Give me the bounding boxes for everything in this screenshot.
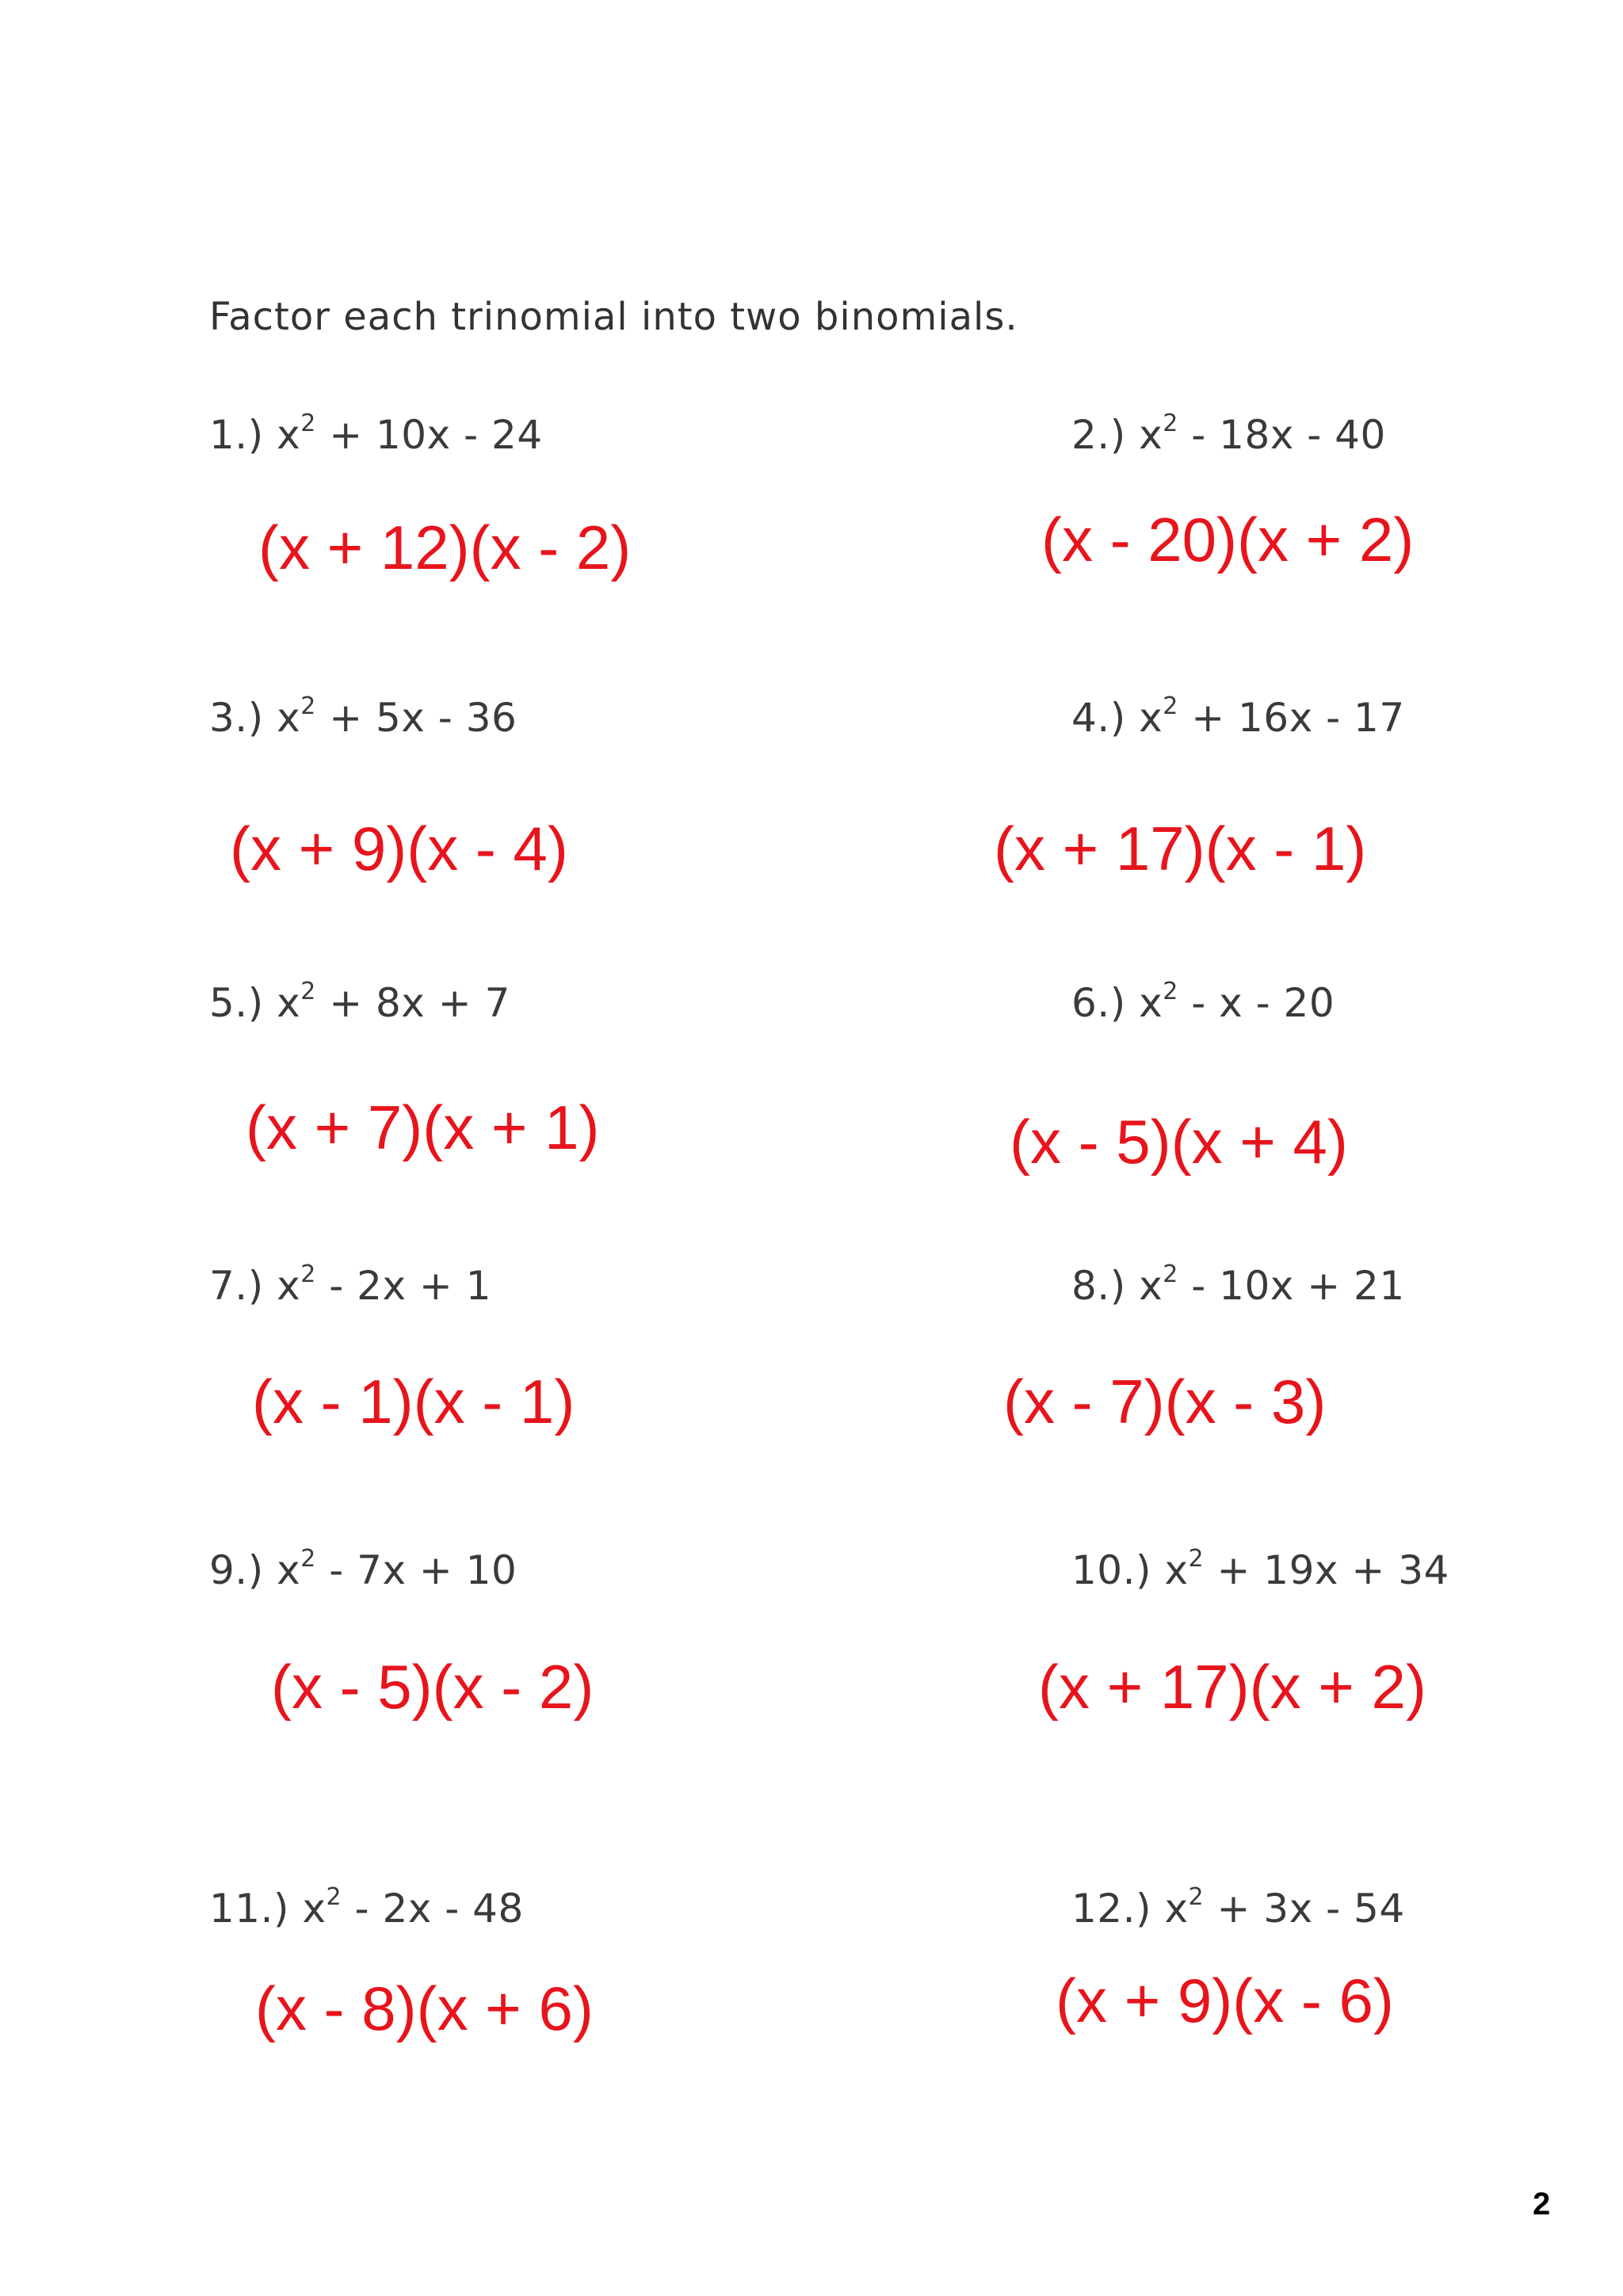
problem-terms: - x - 20 (1178, 980, 1335, 1026)
problem-terms: - 18x - 40 (1178, 412, 1386, 458)
problem-terms: + 19x + 34 (1204, 1547, 1449, 1593)
problem-1 (209, 412, 543, 458)
answer-8: (x - 7)(x - 3) (1003, 1367, 1327, 1436)
problem-12 (1071, 1883, 1405, 1932)
problem-exponent: 2 (1188, 1545, 1205, 1573)
instructions: Factor each trinomial into two binomials. (209, 295, 1018, 339)
problem-terms: + 5x - 36 (315, 695, 517, 741)
problem-number: 9.) (209, 1547, 264, 1593)
problem-10 (1071, 1547, 1449, 1593)
problem-base: x (1139, 412, 1163, 458)
answer-1: (x + 12)(x - 2) (258, 513, 632, 582)
problem-9 (209, 1547, 517, 1593)
problem-8 (1071, 1263, 1405, 1309)
problem-terms: - 2x - 48 (342, 1886, 524, 1932)
answer-10: (x + 17)(x + 2) (1038, 1652, 1426, 1722)
problem-terms: + 16x - 17 (1178, 695, 1405, 741)
problem-base: x (277, 1547, 301, 1593)
problem-exponent: 2 (1188, 1883, 1205, 1911)
problem-exponent: 2 (300, 978, 316, 1005)
problem-number: 11.) (209, 1886, 290, 1932)
problem-base: x (1164, 1886, 1189, 1932)
problem-exponent: 2 (300, 410, 316, 437)
problem-4 (1071, 692, 1405, 741)
problem-terms: - 7x + 10 (315, 1547, 517, 1593)
page-number: 2 (1533, 2187, 1551, 2222)
answer-6: (x - 5)(x + 4) (1010, 1107, 1348, 1177)
answer-4: (x + 17)(x - 1) (994, 814, 1367, 883)
problem-number: 1.) (209, 412, 264, 458)
problem-exponent: 2 (1163, 978, 1178, 1005)
problem-2 (1071, 412, 1386, 458)
problem-number: 5.) (209, 980, 264, 1026)
problem-exponent: 2 (1163, 1261, 1178, 1288)
problem-base: x (1139, 695, 1163, 741)
problem-exponent: 2 (1163, 692, 1178, 720)
problem-number: 10.) (1071, 1547, 1152, 1593)
answer-2: (x - 20)(x + 2) (1041, 505, 1415, 574)
problem-base: x (1139, 1263, 1163, 1309)
problem-number: 4.) (1071, 695, 1126, 741)
problem-number: 12.) (1071, 1886, 1152, 1932)
problem-exponent: 2 (300, 1545, 316, 1573)
answer-12: (x + 9)(x - 6) (1056, 1966, 1394, 2035)
problem-5 (209, 980, 510, 1026)
problem-base: x (277, 695, 301, 741)
problem-number: 6.) (1071, 980, 1126, 1026)
answer-11: (x - 8)(x + 6) (255, 1974, 594, 2043)
answer-3: (x + 9)(x - 4) (230, 814, 568, 883)
problem-base: x (277, 412, 301, 458)
problem-terms: + 8x + 7 (315, 980, 510, 1026)
problem-base: x (1164, 1547, 1189, 1593)
problem-terms: + 3x - 54 (1204, 1886, 1405, 1932)
problem-terms: - 2x + 1 (315, 1263, 492, 1309)
problem-number: 2.) (1071, 412, 1126, 458)
problem-6 (1071, 980, 1335, 1026)
problem-terms: + 10x - 24 (315, 412, 543, 458)
answer-9: (x - 5)(x - 2) (271, 1652, 594, 1722)
problem-3 (209, 692, 517, 741)
problem-number: 7.) (209, 1263, 264, 1309)
problem-base: x (277, 980, 301, 1026)
problem-terms: - 10x + 21 (1178, 1263, 1405, 1309)
problem-exponent: 2 (300, 692, 316, 720)
problem-exponent: 2 (1163, 410, 1178, 437)
problem-exponent: 2 (300, 1261, 316, 1288)
problem-number: 3.) (209, 695, 264, 741)
problem-base: x (1139, 980, 1163, 1026)
problem-7 (209, 1263, 491, 1309)
problem-base: x (302, 1886, 327, 1932)
problem-11 (209, 1883, 524, 1932)
problem-exponent: 2 (326, 1883, 342, 1911)
answer-7: (x - 1)(x - 1) (252, 1367, 575, 1436)
answer-5: (x + 7)(x + 1) (246, 1093, 600, 1162)
problem-base: x (277, 1263, 301, 1309)
problem-number: 8.) (1071, 1263, 1126, 1309)
